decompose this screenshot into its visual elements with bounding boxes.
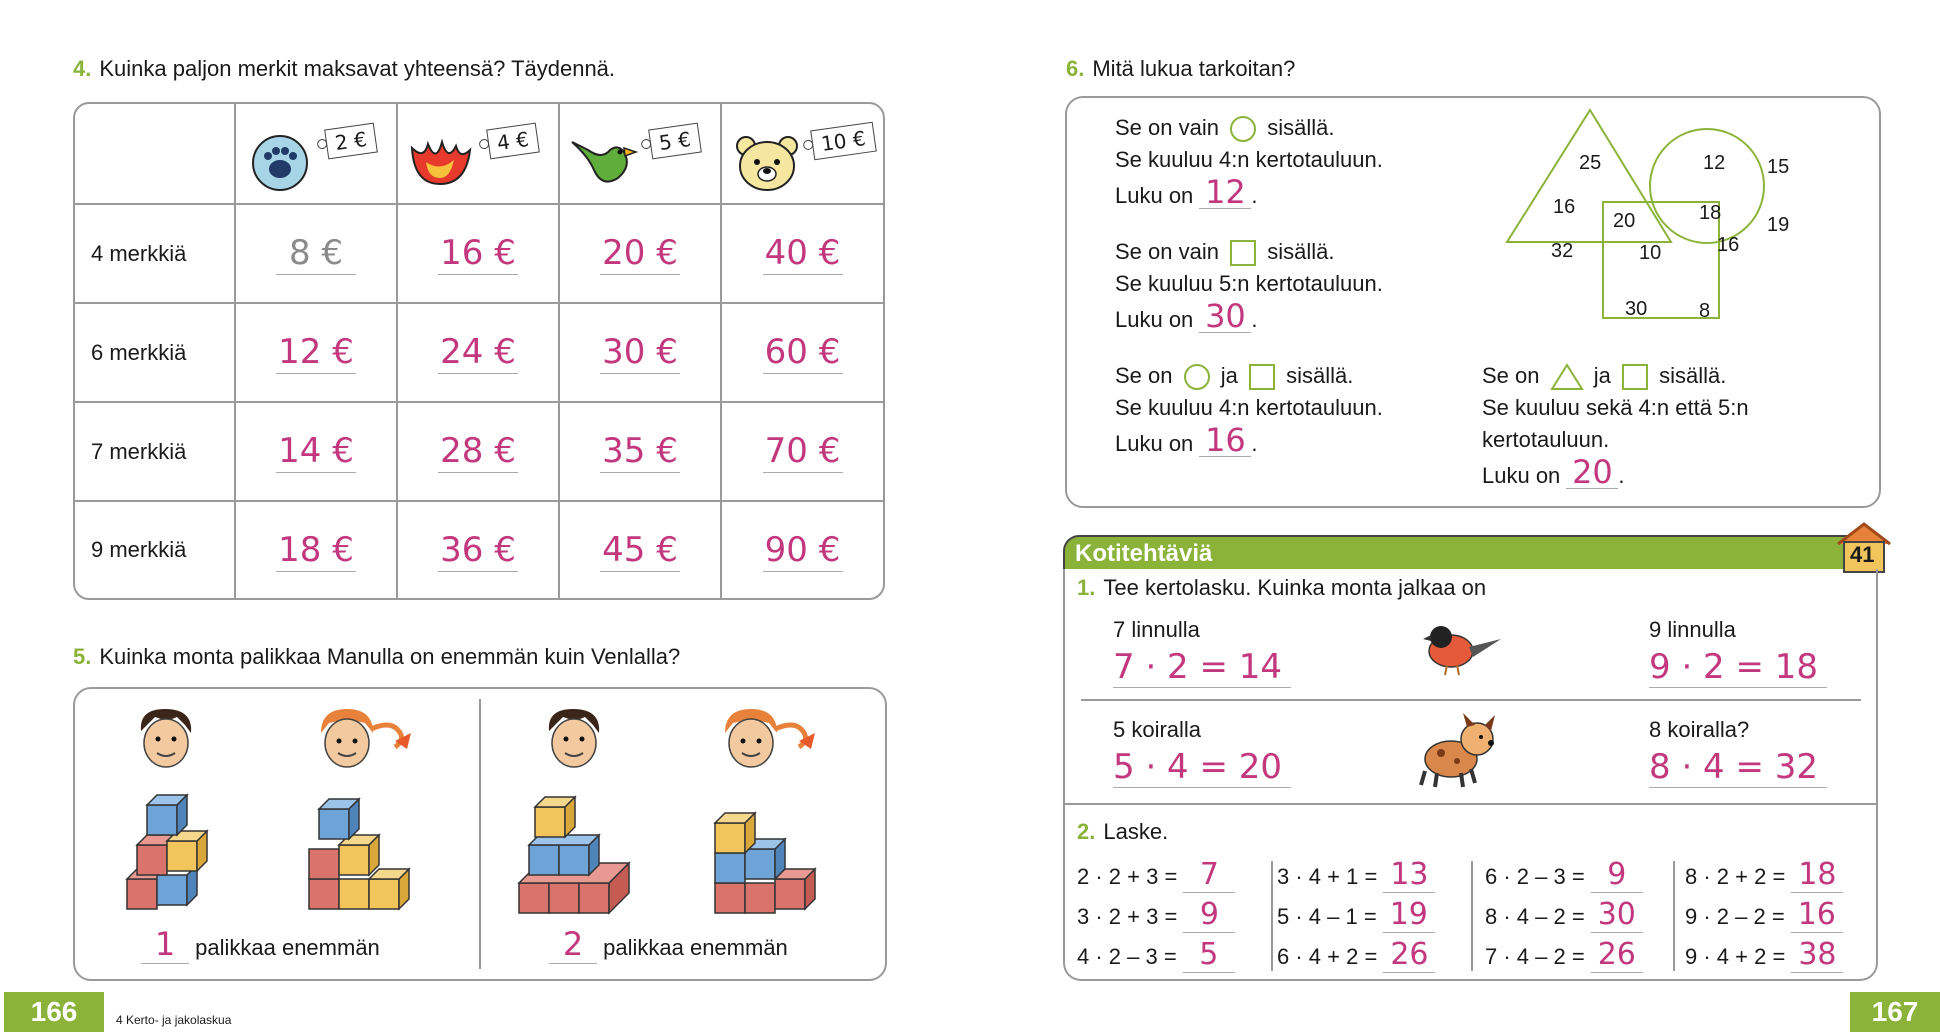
answer-cell[interactable]: 14 € (235, 402, 397, 501)
price-header-bear (721, 104, 883, 204)
diagram-number: 20 (1613, 210, 1636, 232)
calc-row: 4 · 2 – 3 = 5 (1077, 937, 1235, 973)
hw-item-answer[interactable]: 7 · 2 = 14 (1113, 647, 1291, 688)
task5-left-answer-line[interactable]: 1 palikkaa enemmän (141, 925, 380, 964)
table-row (75, 501, 883, 598)
calc-row: 5 · 4 – 1 = 19 (1277, 897, 1435, 933)
task5-right-answer: 2 (549, 925, 597, 964)
task6-q2-answer[interactable]: 30 (1199, 300, 1251, 333)
hw-item: 7 linnulla 7 · 2 = 14 (1113, 617, 1291, 688)
calc-row: 3 · 4 + 1 = 13 (1277, 857, 1435, 893)
diagram-number: 18 (1699, 202, 1722, 224)
answer-cell[interactable]: 60 € (721, 303, 883, 402)
calc-row: 3 · 2 + 3 = 9 (1077, 897, 1235, 933)
calc-row: 8 · 4 – 2 = 30 (1485, 897, 1643, 933)
task6-q3: Se on ja sisällä. Se kuuluu 4:n kertotauluun. Luku on 16 . (1115, 363, 1383, 459)
answer-cell[interactable]: 24 € (397, 303, 559, 402)
calc-row: 7 · 4 – 2 = 26 (1485, 937, 1643, 973)
table-row (75, 303, 883, 402)
task6-q1-answer[interactable]: 12 (1199, 176, 1251, 209)
calc-divider (1673, 861, 1675, 971)
task6-q2: Se on vain sisällä. Se kuuluu 5:n kertotauluun. Luku on 30 . (1115, 239, 1383, 335)
answer-cell[interactable]: 35 € (559, 402, 721, 501)
hw-task1-heading: 1. Tee kertolasku. Kuinka monta jalkaa on (1077, 575, 1487, 600)
diagram-number: 15 (1767, 156, 1790, 178)
homework-banner: Kotitehtäviä (1063, 535, 1878, 569)
answer-cell[interactable]: 36 € (397, 501, 559, 598)
calc-row: 2 · 2 + 3 = 7 (1077, 857, 1235, 893)
chapter-label: 4 Kerto- ja jakolaskua (116, 1013, 232, 1027)
answer-cell[interactable]: 40 € (721, 204, 883, 303)
calc-divider (1471, 861, 1473, 971)
square-shape-icon (1621, 363, 1649, 391)
task5-box (73, 687, 887, 981)
hw-task2-heading: 2. Laske. (1077, 819, 1169, 844)
answer-cell[interactable]: 18 € (235, 501, 397, 598)
hw-item-answer[interactable]: 8 · 4 = 32 (1649, 747, 1827, 788)
table-corner-cell (75, 104, 235, 204)
circle-shape-icon (1183, 363, 1211, 391)
hw-item: 9 linnulla 9 · 2 = 18 (1649, 617, 1827, 688)
answer-cell[interactable]: 90 € (721, 501, 883, 598)
answer-cell[interactable]: 20 € (559, 204, 721, 303)
row-label: 4 merkkiä (75, 204, 235, 303)
task6-q3-answer[interactable]: 16 (1199, 424, 1251, 457)
task5-heading: 5. Kuinka monta palikkaa Manulla on enemmän kuin Venlalla? (73, 644, 681, 669)
diagram-number: 16 (1717, 234, 1740, 256)
square-shape-icon (1248, 363, 1276, 391)
flame-badge-icon (406, 138, 476, 188)
task5-left-answer: 1 (141, 925, 189, 964)
boy-face-icon (131, 703, 201, 773)
circle-shape-icon (1229, 115, 1257, 143)
left-page-number: 166 (4, 992, 104, 1032)
block-stack-venla-left (305, 789, 425, 919)
bullfinch-icon (1413, 619, 1505, 679)
answer-cell[interactable]: 8 € (235, 204, 397, 303)
task4-table (73, 102, 885, 600)
answer-cell[interactable]: 16 € (397, 204, 559, 303)
triangle-shape-icon (1550, 363, 1584, 391)
diagram-number: 8 (1699, 300, 1711, 322)
hw-item: 8 koiralla? 8 · 4 = 32 (1649, 717, 1827, 788)
task6-q4-answer[interactable]: 20 (1566, 456, 1618, 489)
diagram-number: 30 (1625, 298, 1648, 320)
row-label: 9 merkkiä (75, 501, 235, 598)
girl-face-icon (715, 703, 825, 773)
dog-icon (1411, 709, 1503, 789)
diagram-number: 32 (1551, 240, 1574, 262)
task5-divider (479, 699, 481, 969)
diagram-number: 12 (1703, 152, 1726, 174)
block-stack-manu-left (123, 789, 223, 919)
boy-face-icon (539, 703, 609, 773)
task4-heading: 4. Kuinka paljon merkit maksavat yhteensä? Täydennä. (73, 56, 616, 81)
table-row (75, 204, 883, 303)
row-label: 6 merkkiä (75, 303, 235, 402)
task6-box (1065, 96, 1881, 508)
calc-divider (1271, 861, 1273, 971)
calc-row: 9 · 2 – 2 = 16 (1685, 897, 1843, 933)
answer-cell[interactable]: 70 € (721, 402, 883, 501)
block-stack-manu-right (515, 787, 645, 921)
hw-row-divider (1081, 699, 1861, 701)
price-tag: 4 € (486, 123, 540, 160)
task6-q1: Se on vain sisällä. Se kuuluu 4:n kertotauluun. Luku on 12 . (1115, 115, 1383, 211)
calc-row: 6 · 4 + 2 = 26 (1277, 937, 1435, 973)
diagram-number: 10 (1639, 242, 1662, 264)
task6-heading: 6. Mitä lukua tarkoitan? (1066, 56, 1296, 81)
price-header-paw (235, 104, 397, 204)
diagram-number: 19 (1767, 214, 1790, 236)
calc-row: 6 · 2 – 3 = 9 (1485, 857, 1643, 893)
price-tag: 10 € (810, 122, 876, 160)
table-row (75, 402, 883, 501)
price-tag: 2 € (324, 123, 378, 160)
price-header-flame (397, 104, 559, 204)
answer-cell[interactable]: 30 € (559, 303, 721, 402)
answer-cell[interactable]: 12 € (235, 303, 397, 402)
block-stack-venla-right (711, 787, 831, 921)
answer-cell[interactable]: 28 € (397, 402, 559, 501)
hw-item-answer[interactable]: 5 · 4 = 20 (1113, 747, 1291, 788)
paw-badge-icon (248, 134, 312, 192)
hw-item-answer[interactable]: 9 · 2 = 18 (1649, 647, 1827, 688)
girl-face-icon (311, 703, 421, 773)
homework-badge-number: 41 (1850, 542, 1875, 567)
diagram-number: 16 (1553, 196, 1576, 218)
task6-q4: Se on ja sisällä. Se kuuluu sekä 4:n että 5:n kertotauluun. Luku on 20 . (1482, 363, 1749, 491)
homework-box (1063, 569, 1878, 981)
calc-row: 9 · 4 + 2 = 38 (1685, 937, 1843, 973)
row-label: 7 merkkiä (75, 402, 235, 501)
right-page-number: 167 (1850, 992, 1940, 1032)
hw-section-divider (1065, 803, 1876, 805)
diagram-number: 25 (1579, 152, 1602, 174)
price-header-bird (559, 104, 721, 204)
square-shape-icon (1229, 239, 1257, 267)
price-tag: 5 € (648, 123, 702, 160)
bear-badge-icon (734, 132, 800, 194)
hw-item: 5 koiralla 5 · 4 = 20 (1113, 717, 1291, 788)
bird-badge-icon (568, 130, 640, 194)
answer-cell[interactable]: 45 € (559, 501, 721, 598)
calc-row: 8 · 2 + 2 = 18 (1685, 857, 1843, 893)
task5-right-answer-line[interactable]: 2 palikkaa enemmän (549, 925, 788, 964)
